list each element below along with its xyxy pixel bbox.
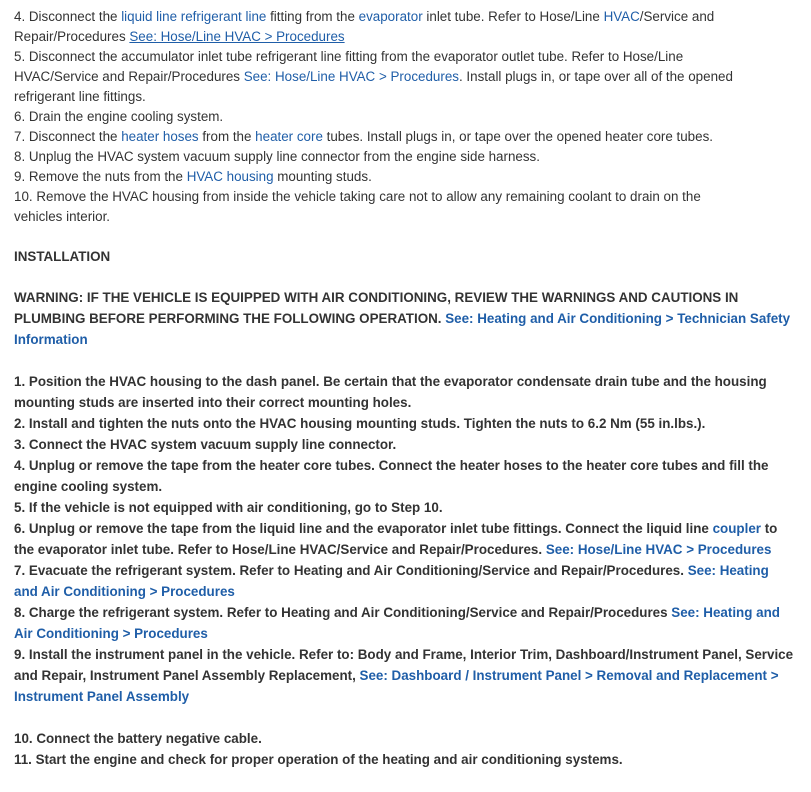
see-heating-ac-procedures-link-cont[interactable]: and Air Conditioning > Procedures	[14, 584, 235, 599]
removal-step-4-line-2: Repair/Procedures See: Hose/Line HVAC > Procedures	[14, 29, 345, 44]
removal-step-10-line-1: 10. Remove the HVAC housing from inside the vehicle taking care not to allow any remaining coolant to drain on the	[14, 189, 701, 204]
install-step-1-line-2: mounting studs are inserted into their correct mounting holes.	[14, 395, 412, 410]
removal-step-8: 8. Unplug the HVAC system vacuum supply line connector from the engine side harness.	[14, 149, 540, 164]
install-step-8-line-1: 8. Charge the refrigerant system. Refer to Heating and Air Conditioning/Service and Repair/Procedures See: Heating and	[14, 605, 780, 620]
install-step-9-line-1: 9. Install the instrument panel in the vehicle. Refer to: Body and Frame, Interior Trim, Dashboard/Instrument Panel, Service	[14, 647, 794, 662]
install-step-1-line-1: 1. Position the HVAC housing to the dash panel. Be certain that the evaporator condensate drain tube and the housing	[14, 374, 767, 389]
install-step-3: 3. Connect the HVAC system vacuum supply line connector.	[14, 437, 397, 452]
install-step-4-line-2: engine cooling system.	[14, 479, 163, 494]
install-step-10: 10. Connect the battery negative cable.	[14, 731, 262, 746]
hvac-housing-link[interactable]: HVAC housing	[186, 169, 274, 184]
removal-step-5-line-3: refrigerant line fittings.	[14, 89, 146, 104]
evaporator-link[interactable]: evaporator	[358, 9, 423, 24]
see-hose-line-hvac-procedures-link[interactable]: See: Hose/Line HVAC > Procedures	[243, 69, 459, 84]
see-hose-line-hvac-procedures-link[interactable]: See: Hose/Line HVAC > Procedures	[545, 542, 772, 557]
removal-step-4-line-1: 4. Disconnect the liquid line refrigerant line fitting from the evaporator inlet tube. Refer to Hose/Line HVAC/Service and	[14, 9, 715, 24]
see-hose-line-hvac-procedures-link[interactable]: See: Hose/Line HVAC > Procedures	[129, 29, 345, 44]
removal-step-9: 9. Remove the nuts from the HVAC housing mounting studs.	[14, 169, 372, 184]
heater-core-link[interactable]: heater core	[255, 129, 323, 144]
see-technician-safety-link[interactable]: See: Heating and Air Conditioning > Technician Safety	[445, 311, 791, 326]
warning-line-1: WARNING: IF THE VEHICLE IS EQUIPPED WITH AIR CONDITIONING, REVIEW THE WARNINGS AND CAUTIONS IN	[14, 290, 739, 305]
installation-heading: INSTALLATION	[14, 249, 111, 264]
see-instrument-panel-removal-link[interactable]: See: Dashboard / Instrument Panel > Removal and Replacement >	[359, 668, 779, 683]
see-heating-ac-procedures-link-cont[interactable]: Air Conditioning > Procedures	[14, 626, 208, 641]
coupler-link[interactable]: coupler	[712, 521, 761, 536]
removal-step-5-line-1: 5. Disconnect the accumulator inlet tube refrigerant line fitting from the evaporator outlet tube. Refer to Hose/Line	[14, 49, 684, 64]
removal-step-7: 7. Disconnect the heater hoses from the heater core tubes. Install plugs in, or tape over the opened heater core tubes.	[14, 129, 713, 144]
see-technician-safety-link-cont[interactable]: Information	[14, 332, 88, 347]
removal-step-5-line-2: HVAC/Service and Repair/Procedures See: Hose/Line HVAC > Procedures. Install plugs in, or tape over all of the opened	[14, 69, 733, 84]
removal-step-10-line-2: vehicles interior.	[14, 209, 111, 224]
hvac-link[interactable]: HVAC	[603, 9, 640, 24]
install-step-4-line-1: 4. Unplug or remove the tape from the heater core tubes. Connect the heater hoses to the heater core tubes and fill the	[14, 458, 769, 473]
removal-step-6: 6. Drain the engine cooling system.	[14, 109, 224, 124]
install-step-6-line-2: the evaporator inlet tube. Refer to Hose/Line HVAC/Service and Repair/Procedures. See: Hose/Line HVAC > Procedures	[14, 542, 772, 557]
heater-hoses-link[interactable]: heater hoses	[121, 129, 199, 144]
install-step-5: 5. If the vehicle is not equipped with air conditioning, go to Step 10.	[14, 500, 443, 515]
see-instrument-panel-assembly-link[interactable]: Instrument Panel Assembly	[14, 689, 190, 704]
install-step-2: 2. Install and tighten the nuts onto the HVAC housing mounting studs. Tighten the nuts to 6.2 Nm (55 in.lbs.).	[14, 416, 706, 431]
install-step-11: 11. Start the engine and check for proper operation of the heating and air conditioning systems.	[14, 752, 623, 767]
warning-line-2: PLUMBING BEFORE PERFORMING THE FOLLOWING OPERATION. See: Heating and Air Conditioning > Technician Safety	[14, 311, 791, 326]
install-step-7-line-1: 7. Evacuate the refrigerant system. Refer to Heating and Air Conditioning/Service and Repair/Procedures. See: Heating	[14, 563, 769, 578]
see-heating-ac-procedures-link[interactable]: See: Heating and	[671, 605, 780, 620]
liquid-line-refrigerant-line-link[interactable]: liquid line refrigerant line	[121, 9, 267, 24]
install-step-6-line-1: 6. Unplug or remove the tape from the liquid line and the evaporator inlet tube fittings. Connect the liquid line coupler to	[14, 521, 778, 536]
see-heating-ac-procedures-link[interactable]: See: Heating	[687, 563, 769, 578]
install-step-9-line-2: and Repair, Instrument Panel Assembly Replacement, See: Dashboard / Instrument Panel > Removal and Replacement >	[14, 668, 779, 683]
